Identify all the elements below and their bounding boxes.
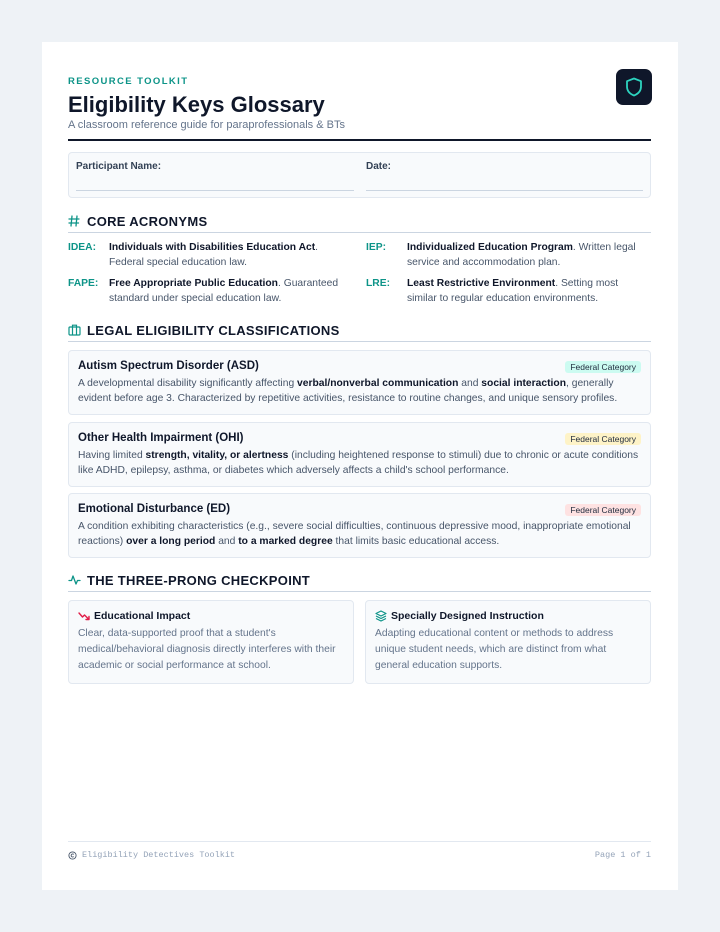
copyright-icon	[68, 851, 77, 860]
checkpoint-heading-text: THE THREE-PRONG CHECKPOINT	[87, 572, 311, 588]
date-label: Date:	[366, 161, 392, 172]
checkpoint-description: Clear, data-supported proof that a student's medical/behavioral diagnosis directly interferes with their academic or social performance at school.	[78, 628, 336, 671]
description-emphasis: to a marked degree	[238, 535, 333, 547]
description-text: and	[458, 378, 482, 389]
checkpoint-title: Educational Impact	[94, 610, 191, 622]
page-content	[68, 42, 651, 890]
acronyms-heading-text: CORE ACRONYMS	[87, 213, 208, 229]
checkpoint-heading	[68, 569, 651, 592]
classification-card-asd	[68, 350, 651, 415]
participant-info-box	[68, 152, 651, 198]
eyebrow-label: RESOURCE TOOLKIT	[68, 76, 189, 87]
acronym-term: Free Appropriate Public Education	[109, 278, 278, 289]
acronym-definition	[407, 241, 647, 270]
checkpoint-title-row	[375, 610, 544, 622]
description-text: and	[215, 535, 239, 547]
acronym-key: IDEA:	[68, 242, 97, 253]
acronym-description: . Written legal service and accommodation plan.	[407, 242, 636, 268]
checkpoint-description: Adapting educational content or methods to address unique student needs, which are distinct from what general education supports.	[375, 628, 614, 671]
classification-description	[78, 377, 643, 406]
checkpoint-card-educational-impact	[68, 600, 354, 684]
acronym-definition	[109, 241, 349, 270]
description-text: , generally evident before age 3. Characterized by repetitive activities, resistance to routine changes, and unique sensory profiles.	[78, 378, 618, 404]
description-text: that limits basic educational access.	[332, 535, 500, 547]
acronym-definition	[109, 277, 349, 306]
description-emphasis: verbal/nonverbal communication	[297, 378, 459, 389]
footer-toolkit-name: Eligibility Detectives Toolkit	[82, 850, 236, 860]
status-badge: Federal Category	[565, 361, 641, 373]
acronym-key: FAPE:	[68, 278, 99, 289]
classification-description	[78, 520, 643, 549]
classification-description	[78, 449, 643, 478]
hash-icon	[68, 214, 82, 228]
description-emphasis: strength, vitality, or alertness	[145, 450, 289, 461]
acronym-term: Individualized Education Program	[407, 242, 573, 253]
footer-divider	[68, 841, 651, 842]
classification-title: Emotional Disturbance (ED)	[78, 503, 231, 515]
acronym-description: . Federal special education law.	[109, 242, 319, 268]
document-page	[42, 42, 678, 890]
shield-icon	[625, 77, 643, 97]
participant-name-label: Participant Name:	[76, 161, 162, 172]
acronym-key: IEP:	[366, 242, 387, 253]
status-badge: Federal Category	[565, 433, 641, 445]
classification-card-ed	[68, 493, 651, 558]
participant-name-field[interactable]	[76, 190, 354, 191]
page-number: Page 1 of 1	[594, 850, 651, 860]
description-emphasis: social interaction	[481, 378, 566, 389]
description-text: Having limited	[78, 450, 146, 461]
classification-card-ohi	[68, 422, 651, 487]
checkpoint-card-specially-designed-instruction	[365, 600, 651, 684]
acronym-description: . Guaranteed standard under special education law.	[109, 278, 339, 304]
classifications-heading-text: LEGAL ELIGIBILITY CLASSIFICATIONS	[87, 322, 340, 338]
acronyms-heading	[68, 210, 651, 233]
description-text: (including heightened response to stimuli) due to chronic or acute conditions like ADHD, epilepsy, asthma, or diabetes which adversely affects a child's school performance.	[78, 450, 639, 476]
footer-left	[68, 850, 235, 860]
acronym-definition	[407, 277, 647, 306]
layers-icon	[375, 610, 387, 622]
description-text: A developmental disability significantly affecting	[78, 378, 298, 389]
activity-icon	[68, 573, 82, 587]
description-text: A condition exhibiting characteristics (e.g., severe social difficulties, continuous depressive mood, inappropriate emotional reactions)	[78, 521, 631, 547]
status-badge: Federal Category	[565, 504, 641, 516]
building-icon	[68, 323, 82, 337]
classification-title: Other Health Impairment (OHI)	[78, 432, 244, 444]
checkpoint-title-row	[78, 610, 190, 622]
trending-down-icon	[78, 611, 90, 621]
description-emphasis: over a long period	[126, 535, 216, 547]
acronym-term: Least Restrictive Environment	[407, 278, 556, 289]
date-field[interactable]	[366, 190, 643, 191]
acronym-term: Individuals with Disabilities Education Act	[109, 242, 316, 253]
page-title: Eligibility Keys Glossary	[68, 92, 325, 117]
classifications-heading	[68, 319, 651, 342]
checkpoint-title: Specially Designed Instruction	[391, 610, 544, 622]
acronym-key: LRE:	[366, 278, 391, 289]
logo-badge	[616, 69, 652, 105]
header-divider	[68, 139, 651, 141]
page-subtitle: A classroom reference guide for paraprofessionals & BTs	[68, 119, 345, 131]
acronym-description: . Setting most similar to regular education environments.	[407, 278, 619, 304]
classification-title: Autism Spectrum Disorder (ASD)	[78, 360, 259, 372]
